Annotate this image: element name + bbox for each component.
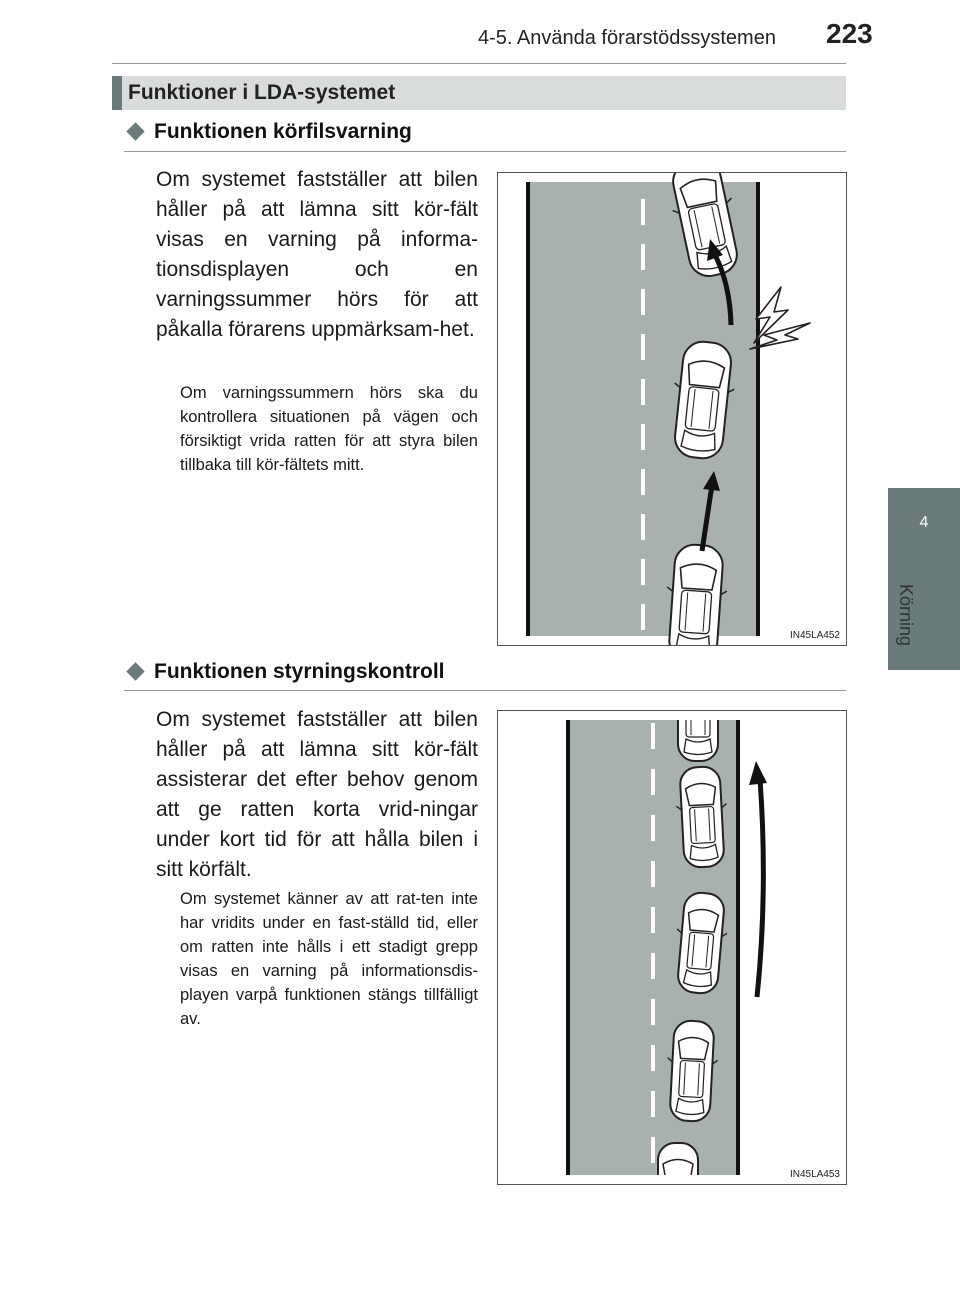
lane-departure-figure: [497, 172, 847, 646]
steering-control-note: Om systemet känner av att rat-ten inte har vridits under en fast-ställd tid, eller om ratten inte hålls i ett stadigt grepp visas en varning på informationsdis-playen varpå funktionen stängs tillfälligt av.: [180, 890, 478, 1028]
steering-control-heading-text: Funktionen styrningskontroll: [154, 660, 445, 683]
arrow-head-icon: [749, 761, 767, 785]
car-top: [673, 711, 723, 761]
chapter-number: 4: [919, 514, 929, 531]
lane-departure-illustration: [498, 173, 846, 645]
figure-code: IN45LA453: [789, 1169, 840, 1180]
figure-code: IN45LA452: [789, 630, 840, 641]
section-title: Funktioner i LDA-systemet: [128, 81, 396, 104]
steering-control-heading: [124, 660, 445, 684]
lane-departure-heading-text: Funktionen körfilsvarning: [154, 120, 412, 143]
steering-path-arrow: [757, 779, 763, 997]
header-rule: [112, 63, 846, 64]
steering-control-figure: [497, 710, 847, 1185]
header-title: 4-5. Använda förarstödssystemen: [478, 27, 776, 49]
lane-departure-body: Om systemet fastställer att bilen håller på att lämna sitt kör-fält visas en varning på informa-tionsdisplayen och en varningssummer hörs för att påkalla förarens uppmärksam-het.: [156, 168, 478, 341]
steering-control-illustration: [498, 711, 846, 1184]
chapter-label: Körning: [896, 584, 916, 647]
diamond-bullet-icon: [126, 662, 144, 680]
chapter-label-wrapper: [892, 584, 922, 647]
lane-departure-note: Om varningssummern hörs ska du kontrollera situationen på vägen och försiktigt vrida ratten för att styra bilen tillbaka till kör-fältets mitt.: [180, 384, 478, 474]
lane-departure-rule: [124, 151, 846, 152]
lane-departure-heading: [124, 120, 412, 144]
page-number: 223: [826, 18, 873, 49]
steering-control-body: Om systemet fastställer att bilen håller på att lämna sitt kör-fält assisterar det efter behov genom att ge ratten korta vrid-ningar under kort tid för att hålla bilen i sitt körfält.: [156, 708, 478, 881]
steering-control-rule: [124, 690, 846, 691]
diamond-bullet-icon: [126, 122, 144, 140]
